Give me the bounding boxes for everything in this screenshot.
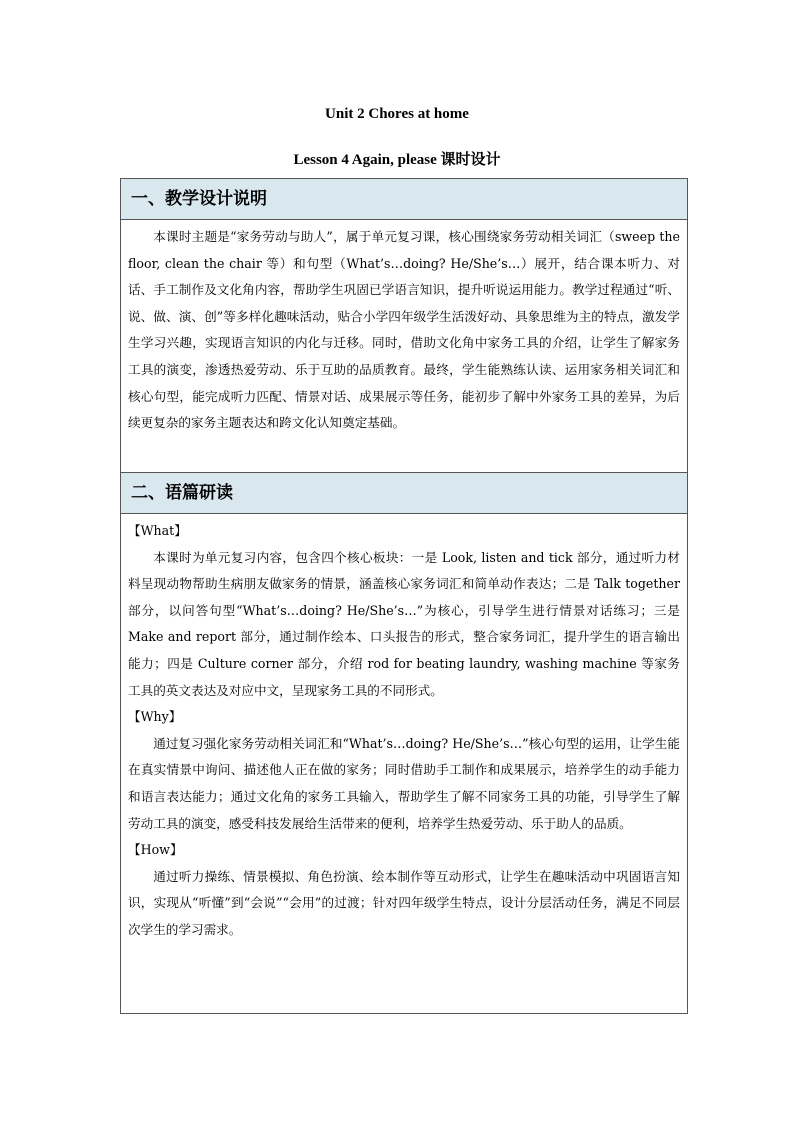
section1-heading: 一、教学设计说明 <box>121 179 687 220</box>
section1-paragraph: 本课时主题是“家务劳动与助人”，属于单元复习课，核心围绕家务劳动相关词汇（sweep the floor, clean the chair 等）和句型（What’s…doing? He/She’s…）展开，结合课本听力、对话、手工制作及文化角内容，帮助学生巩固已学语言知识，提升听说运用能力。教学过程通过“听、说、做、演、创”等多样化趣味活动，贴合小学四年级学生活泼好动、具象思维为主的特点，激发学生学习兴趣，实现语言知识的内化与迁移。同时，借助文化角中家务工具的介绍，让学生了解家务工具的演变，渗透热爱劳动、乐于互助的品质教育。最终，学生能熟练认读、运用家务相关词汇和核心句型，能完成听力匹配、情景对话、成果展示等任务，能初步了解中外家务工具的差异，为后续更复杂的家务主题表达和跨文化认知奠定基础。 <box>128 229 680 431</box>
section2-body <box>121 514 687 948</box>
what-paragraph: 本课时为单元复习内容，包含四个核心板块：一是 Look, listen and tick 部分，通过听力材料呈现动物帮助生病朋友做家务的情景，涵盖核心家务词汇和简单动作表达；二是 Talk together 部分，以问答句型“What’s…doing? He/She’s…”为核心，引导学生进行情景对话练习；三是 Make and report 部分，通过制作绘本、口头报告的形式，整合家务词汇，提升学生的语言输出能力；四是 Culture corner 部分，介绍 rod for beating laundry, washing machine 等家务工具的英文表达及对应中文，呈现家务工具的不同形式。 <box>128 549 680 698</box>
lesson-design-table <box>120 178 688 1014</box>
why-paragraph: 通过复习强化家务劳动相关词汇和“What’s…doing? He/She’s…”核心句型的运用，让学生能在真实情景中询问、描述他人正在做的家务；同时借助手工制作和成果展示，培养学生的动手能力和语言表达能力；通过文化角的家务工具输入，帮助学生了解不同家务工具的功能，引导学生了解劳动工具的演变，感受科技发展给生活带来的便利，培养学生热爱劳动、乐于助人的品质。 <box>128 735 680 831</box>
what-label: 【What】 <box>128 523 187 538</box>
unit-title: Unit 2 Chores at home <box>325 106 469 122</box>
section2-heading: 二、语篇研读 <box>121 473 687 514</box>
section1-body <box>121 220 687 473</box>
lesson-title: Lesson 4 Again, please 课时设计 <box>293 152 501 168</box>
why-label: 【Why】 <box>128 709 182 725</box>
how-paragraph: 通过听力操练、情景模拟、角色扮演、绘本制作等互动形式，让学生在趣味活动中巩固语言知识，实现从“听懂”到“会说”“会用”的过渡；针对四年级学生特点，设计分层活动任务，满足不同层次学生的学习需求。 <box>128 868 680 937</box>
how-label: 【How】 <box>128 842 183 858</box>
